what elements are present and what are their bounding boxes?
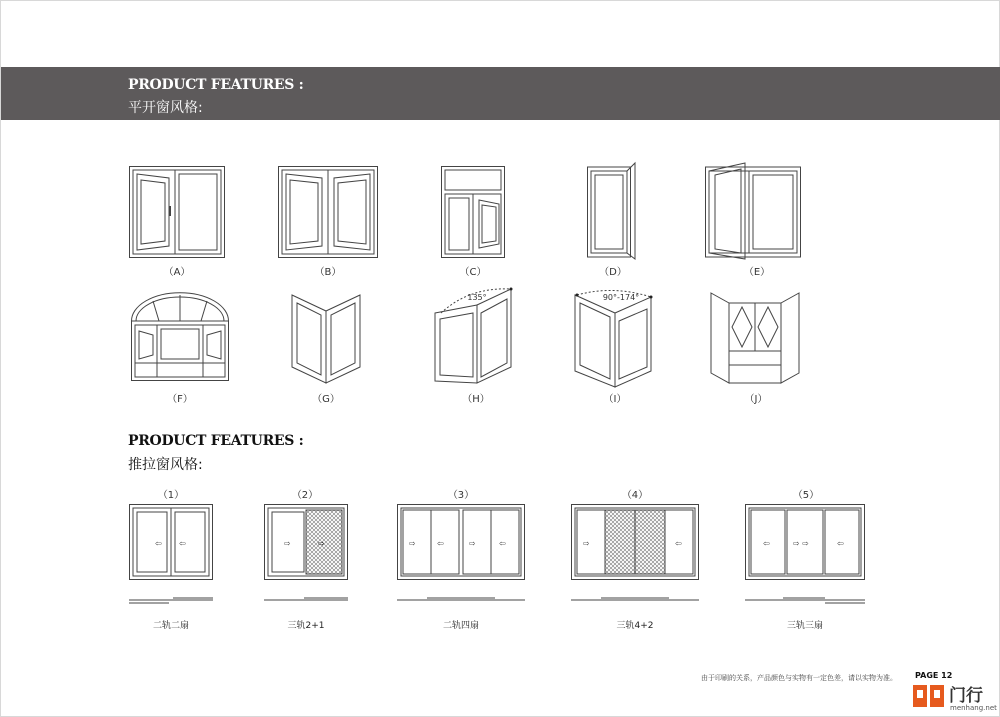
- svg-text:⇨: ⇨: [583, 539, 590, 548]
- svg-text:⇦: ⇦: [155, 539, 162, 548]
- header-band: [1, 67, 1000, 120]
- window-diagram-e: [705, 161, 801, 259]
- section1-title-en: PRODUCT FEATURES :: [128, 77, 304, 93]
- angle-label-h: 135°: [467, 293, 487, 302]
- slider-caption-1: 二轨二扇: [152, 621, 189, 631]
- label-b: （B）: [314, 267, 342, 278]
- label-i: （I）: [603, 394, 627, 405]
- sliding-diagram-1: [129, 504, 213, 612]
- slider-number-3: （3）: [447, 490, 475, 501]
- svg-text:⇨: ⇨: [318, 539, 325, 548]
- label-d: （D）: [599, 267, 627, 278]
- section2-title-zh: 推拉窗风格:: [128, 457, 203, 473]
- window-diagram-g: [290, 291, 362, 385]
- brand-logo-icon: [912, 682, 948, 708]
- brand-name: 门行: [949, 686, 983, 706]
- window-diagram-a: [129, 166, 225, 258]
- sliding-diagram-3: [397, 504, 525, 612]
- svg-text:⇨: ⇨: [409, 539, 416, 548]
- sliding-diagram-2: [264, 504, 348, 612]
- label-h: （H）: [462, 394, 490, 405]
- print-disclaimer: 由于印刷的关系，产品颜色与实物有一定色差，请以实物为准。: [701, 674, 897, 682]
- svg-text:⇦: ⇦: [499, 539, 506, 548]
- window-diagram-f: [131, 291, 229, 381]
- slider-number-5: （5）: [792, 490, 820, 501]
- svg-text:⇦: ⇦: [837, 539, 844, 548]
- sliding-diagram-4: [571, 504, 699, 612]
- svg-text:⇨: ⇨: [284, 539, 291, 548]
- svg-text:⇨ ⇨: ⇨ ⇨: [793, 539, 809, 548]
- svg-text:⇦: ⇦: [763, 539, 770, 548]
- page-number: PAGE 12: [915, 671, 953, 680]
- section2-title-en: PRODUCT FEATURES :: [128, 433, 304, 449]
- label-g: （G）: [312, 394, 340, 405]
- sliding-diagram-5: [745, 504, 865, 612]
- label-e: （E）: [743, 267, 771, 278]
- slider-number-1: （1）: [157, 490, 185, 501]
- label-a: （A）: [163, 267, 191, 278]
- slider-number-2: （2）: [291, 490, 319, 501]
- label-j: （J）: [744, 394, 768, 405]
- slider-caption-5: 三轨三扇: [786, 621, 823, 631]
- svg-text:⇦: ⇦: [437, 539, 444, 548]
- slider-number-4: （4）: [621, 490, 649, 501]
- window-diagram-b: [278, 166, 378, 258]
- svg-text:⇦: ⇦: [675, 539, 682, 548]
- window-diagram-c: [441, 166, 505, 258]
- window-diagram-d: [587, 161, 637, 259]
- window-diagram-i: [573, 291, 655, 387]
- svg-text:⇦: ⇦: [179, 539, 186, 548]
- section1-title-zh: 平开窗风格:: [128, 100, 203, 116]
- brand-url: menhang.net: [950, 704, 997, 712]
- slider-caption-4: 三轨4+2: [616, 621, 654, 631]
- angle-label-i: 90°-174°: [602, 293, 640, 302]
- window-diagram-j: [709, 291, 801, 385]
- label-f: （F）: [167, 394, 193, 405]
- slider-caption-3: 二轨四扇: [442, 621, 479, 631]
- label-c: （C）: [459, 267, 487, 278]
- slider-caption-2: 三轨2+1: [287, 621, 325, 631]
- svg-text:⇨: ⇨: [469, 539, 476, 548]
